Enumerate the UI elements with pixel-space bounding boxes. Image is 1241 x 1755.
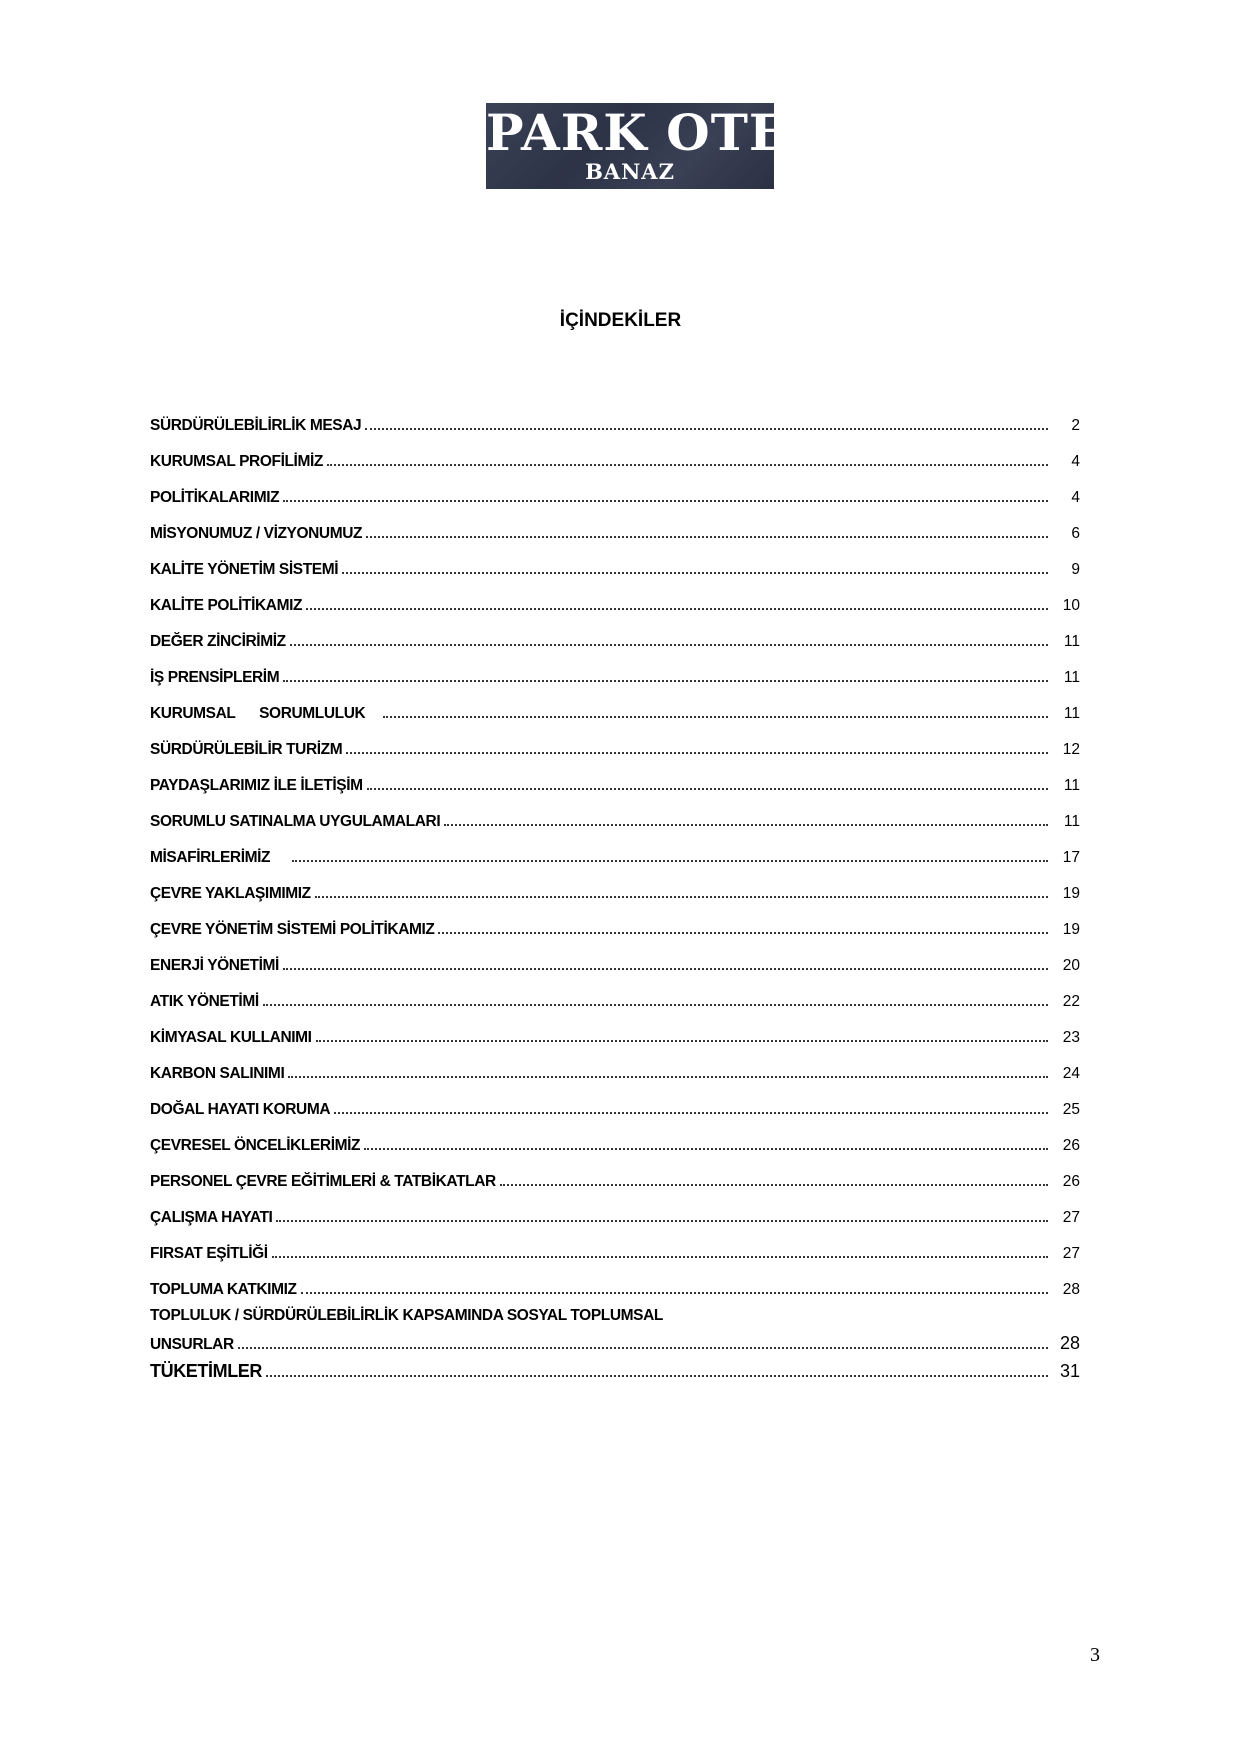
toc-entry-page: 11 xyxy=(1063,633,1080,650)
toc-entry-label: ENERJİ YÖNETİMİ xyxy=(150,957,279,974)
toc-entry-page: 17 xyxy=(1062,849,1080,866)
toc-leader-dots xyxy=(364,1134,1048,1150)
toc-entry-label: KURUMSAL SORUMLULUK xyxy=(150,705,366,722)
toc-entry-label: KARBON SALINIMI xyxy=(150,1065,285,1082)
toc-entry-page: 31 xyxy=(1059,1361,1080,1381)
toc-entry-page: 6 xyxy=(1071,525,1080,542)
toc-entry-page: 4 xyxy=(1071,453,1080,470)
toc-entry-page: 11 xyxy=(1063,705,1080,722)
toc-entry[interactable] xyxy=(150,1026,1080,1049)
toc-entry-page: 19 xyxy=(1062,885,1080,902)
toc-leader-dots xyxy=(292,846,1048,862)
toc-entry-page: 26 xyxy=(1062,1137,1080,1154)
toc-entry-page: 11 xyxy=(1063,813,1080,830)
toc-entry[interactable] xyxy=(150,630,1080,653)
toc-entry-label: ATIK YÖNETİMİ xyxy=(150,993,259,1010)
toc-entry[interactable] xyxy=(150,702,1080,725)
park-otel-logo xyxy=(486,103,825,189)
toc-entry[interactable] xyxy=(150,846,1080,869)
toc-entry[interactable] xyxy=(150,486,1080,509)
toc-entry-page: 28 xyxy=(1059,1333,1080,1353)
toc-entry[interactable] xyxy=(150,954,1080,977)
toc-entry-page: 19 xyxy=(1062,921,1080,938)
toc-entry[interactable] xyxy=(150,558,1080,581)
toc-entry[interactable] xyxy=(150,666,1080,689)
toc-leader-dots xyxy=(276,1206,1048,1222)
toc-entry-multiline-second[interactable] xyxy=(150,1332,1080,1356)
toc-entry-label: POLİTİKALARIMIZ xyxy=(150,489,280,506)
toc-leader-dots xyxy=(301,1278,1048,1294)
toc-entry-page: 26 xyxy=(1062,1173,1080,1190)
toc-entry-label: DOĞAL HAYATI KORUMA xyxy=(150,1101,331,1118)
toc-leader-dots xyxy=(500,1170,1048,1186)
toc-entry-page: 10 xyxy=(1062,597,1080,614)
toc-entry-label: KİMYASAL KULLANIMI xyxy=(150,1029,312,1046)
toc-entry-page: 22 xyxy=(1062,993,1080,1010)
toc-leader-dots xyxy=(327,450,1048,466)
toc-title: İÇİNDEKİLER xyxy=(559,310,682,331)
toc-entry-label: SÜRDÜRÜLEBİLİRLİK MESAJ xyxy=(150,417,362,434)
toc-leader-dots xyxy=(367,774,1048,790)
toc-leader-dots xyxy=(238,1333,1048,1349)
toc-entry[interactable] xyxy=(150,990,1080,1013)
toc-leader-dots xyxy=(283,954,1048,970)
toc-entry-label: İŞ PRENSİPLERİM xyxy=(150,669,280,686)
toc-entry[interactable] xyxy=(150,1134,1080,1157)
toc-entry[interactable] xyxy=(150,1242,1080,1265)
toc-leader-dots xyxy=(283,486,1048,502)
toc-entry-label: PAYDAŞLARIMIZ İLE İLETİŞİM xyxy=(150,777,363,794)
toc-entry-label: KURUMSAL PROFİLİMİZ xyxy=(150,453,323,470)
toc-entry[interactable] xyxy=(150,882,1080,905)
toc-entry-page: 24 xyxy=(1062,1065,1080,1082)
toc-leader-dots xyxy=(342,558,1048,574)
toc-entry[interactable] xyxy=(150,918,1080,941)
toc-leader-dots xyxy=(315,882,1048,898)
toc-leader-dots xyxy=(283,666,1048,682)
toc-entry-page: 9 xyxy=(1071,561,1080,578)
toc-entry[interactable] xyxy=(150,1278,1080,1301)
toc-entry-page: 11 xyxy=(1063,777,1080,794)
toc-leader-dots xyxy=(290,630,1048,646)
toc-entry[interactable] xyxy=(150,1360,1080,1382)
toc-entry-label: TOPLUMA KATKIMIZ xyxy=(150,1281,297,1298)
toc-entry-page: 2 xyxy=(1071,417,1080,434)
logo-sub-text: BANAZ xyxy=(585,159,675,184)
toc-entry-page: 20 xyxy=(1062,957,1080,974)
toc-leader-dots xyxy=(316,1026,1048,1042)
toc-entry-label: ÇALIŞMA HAYATI xyxy=(150,1209,273,1226)
toc-entry[interactable] xyxy=(150,450,1080,473)
toc-leader-dots xyxy=(272,1242,1048,1258)
toc-entry-page: 27 xyxy=(1062,1209,1080,1226)
toc-entry-label: MİSAFİRLERİMİZ xyxy=(150,849,271,866)
toc-entry-page: 11 xyxy=(1063,669,1080,686)
toc-entry-label: ÇEVRESEL ÖNCELİKLERİMİZ xyxy=(150,1137,361,1154)
toc-entry-label: MİSYONUMUZ / VİZYONUMUZ xyxy=(150,525,363,542)
toc-entry[interactable] xyxy=(150,594,1080,617)
toc-leader-dots xyxy=(365,414,1048,430)
toc-leader-dots xyxy=(346,738,1048,754)
toc-entry-label: ÇEVRE YÖNETİM SİSTEMİ POLİTİKAMIZ xyxy=(150,921,435,938)
toc-entry-label: TOPLULUK / SÜRDÜRÜLEBİLİRLİK KAPSAMINDA SOSYAL TOPLUMSAL xyxy=(150,1307,663,1324)
toc-entry-label: KALİTE POLİTİKAMIZ xyxy=(150,597,303,614)
toc-leader-dots xyxy=(438,918,1048,934)
toc-leader-dots xyxy=(288,1062,1048,1078)
page-number: 3 xyxy=(1090,1644,1100,1666)
toc-entry-page: 4 xyxy=(1071,489,1080,506)
toc-entry[interactable] xyxy=(150,1170,1080,1193)
toc-entry[interactable] xyxy=(150,522,1080,545)
logo-main-text: PARK OTEL xyxy=(486,103,825,162)
toc-entry-page: 12 xyxy=(1062,741,1080,758)
toc-leader-dots xyxy=(263,990,1048,1006)
toc-entry-label: SÜRDÜRÜLEBİLİR TURİZM xyxy=(150,741,343,758)
toc-leader-dots xyxy=(306,594,1048,610)
toc-entry-label: DEĞER ZİNCİRİMİZ xyxy=(150,633,286,650)
toc-entry[interactable] xyxy=(150,1098,1080,1121)
toc-entry-label: ÇEVRE YAKLAŞIMIMIZ xyxy=(150,885,311,902)
toc-entry-label: PERSONEL ÇEVRE EĞİTİMLERİ & TATBİKATLAR xyxy=(150,1173,496,1190)
toc-leader-dots xyxy=(444,810,1048,826)
toc-entry-label: UNSURLAR xyxy=(150,1336,234,1353)
toc-entry-page: 25 xyxy=(1062,1101,1080,1118)
toc-leader-dots xyxy=(366,522,1048,538)
toc-leader-dots xyxy=(334,1098,1048,1114)
toc-entry-label: SORUMLU SATINALMA UYGULAMALARI xyxy=(150,813,441,830)
toc-entry-page: 27 xyxy=(1062,1245,1080,1262)
toc-entry[interactable] xyxy=(150,1062,1080,1085)
toc-entry-page: 23 xyxy=(1062,1029,1080,1046)
toc-entry-label: TÜKETİMLER xyxy=(150,1361,262,1381)
toc-entry[interactable] xyxy=(150,414,1080,437)
toc-entry[interactable] xyxy=(150,810,1080,833)
toc-entry-label: FIRSAT EŞİTLİĞİ xyxy=(150,1245,268,1262)
toc-entry[interactable] xyxy=(150,738,1080,761)
toc-entry-label: KALİTE YÖNETİM SİSTEMİ xyxy=(150,561,339,578)
toc-entry[interactable] xyxy=(150,774,1080,797)
toc-leader-dots xyxy=(266,1361,1048,1377)
toc-entry[interactable] xyxy=(150,1206,1080,1229)
toc-leader-dots xyxy=(383,702,1048,718)
toc-entry-multiline-first[interactable] xyxy=(150,1305,1080,1327)
toc-entry-page: 28 xyxy=(1062,1281,1080,1298)
